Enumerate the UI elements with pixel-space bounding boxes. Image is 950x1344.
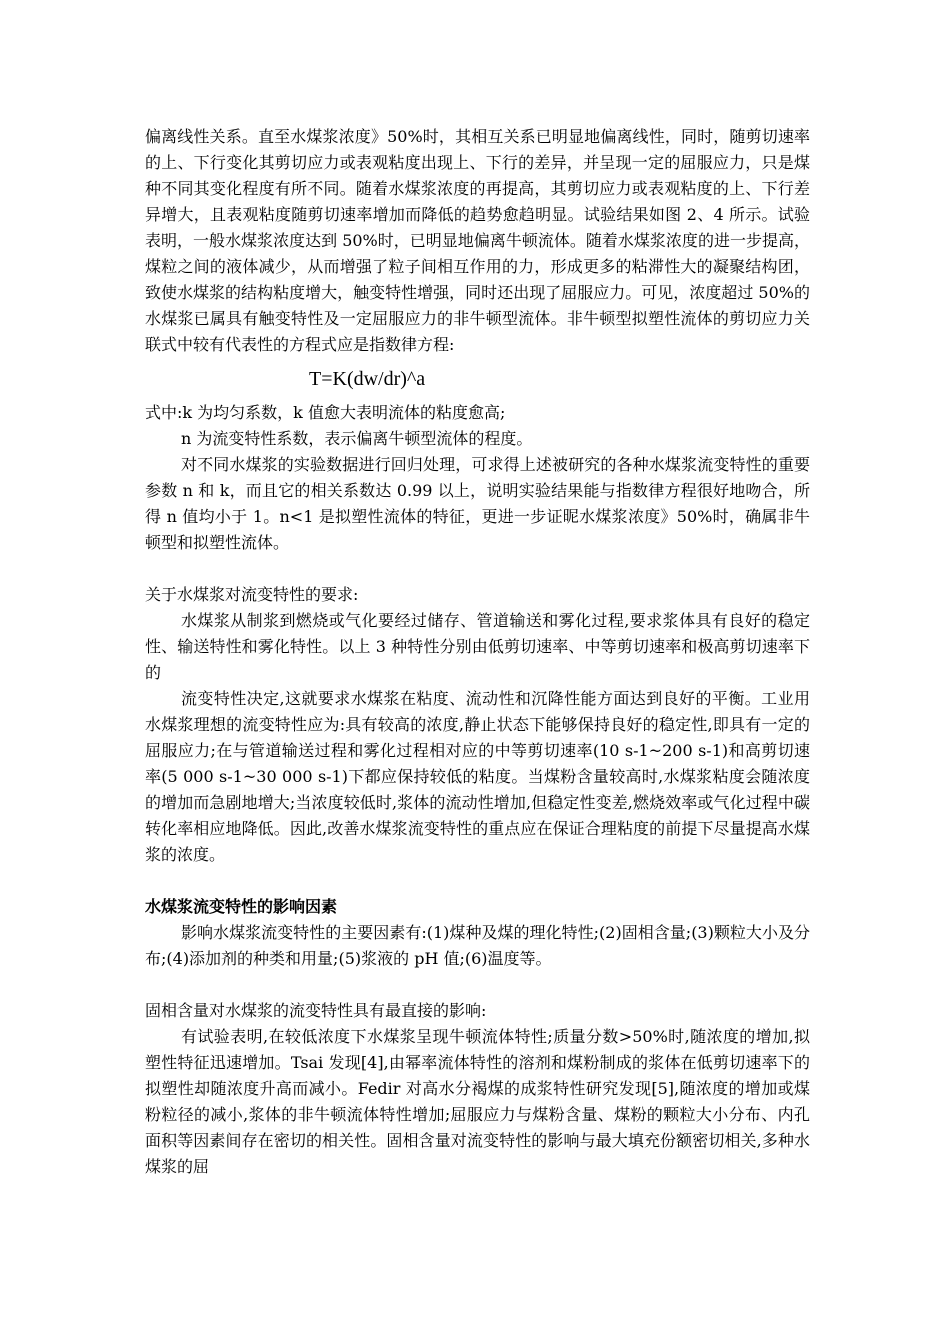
paragraph-slurry-process: 水煤浆从制浆到燃烧或气化要经过储存、管道输送和雾化过程,要求浆体具有良好的稳定性、输送特性和雾化特性。以上 3 种特性分别由低剪切速率、中等剪切速率和极高剪切速率下的 xyxy=(145,611,810,682)
document-page xyxy=(145,124,810,1180)
spacer xyxy=(145,556,810,582)
paragraph-requirements-title: 关于水煤浆对流变特性的要求: xyxy=(145,585,359,604)
spacer xyxy=(145,868,810,894)
paragraph-solid-content-title: 固相含量对水煤浆的流变特性具有最直接的影响: xyxy=(145,1001,487,1020)
section-heading: 水煤浆流变特性的影响因素 xyxy=(145,897,338,916)
paragraph-regression-results: 对不同水煤浆的实验数据进行回归处理，可求得上述被研究的各种水煤浆流变特性的重要参数 n 和 k，而且它的相关系数达 0.99 以上，说明实验结果能与指数律方程很好地吻合，所得 n 值均小于 1。n<1 是拟塑性流体的特征，更进一步证昵水煤浆浓度》50%时，确属非牛顿型和拟塑性流体。 xyxy=(145,455,810,552)
paragraph-solid-content-research: 有试验表明,在较低浓度下水煤浆呈现牛顿流体特性;质量分数>50%时,随浓度的增加,拟塑性特征迅速增加。Tsai 发现[4],由幂率流体特性的溶剂和煤粉制成的浆体在低剪切速率下的拟塑性却随浓度升高而减小。Fedir 对高水分褐煤的成浆特性研究发现[5],随浓度的增加或煤粉粒径的减小,浆体的非牛顿流体特性增加;屈服应力与煤粉含量、煤粉的颗粒大小分布、内孔面积等因素间存在密切的相关性。固相含量对流变特性的影响与最大填充份额密切相关,多种水煤浆的屈 xyxy=(145,1027,810,1176)
paragraph-k-definition: 式中:k 为均匀系数，k 值愈大表明流体的粘度愈高; xyxy=(145,403,506,422)
paragraph-nonlinear-deviation: 偏离线性关系。直至水煤浆浓度》50%时，其相互关系已明显地偏离线性，同时，随剪切速率的上、下行变化其剪切应力或表观粘度出现上、下行的差异，并呈现一定的屈服应力，只是煤种不同其变化程度有所不同。随着水煤浆浓度的再提高，其剪切应力或表观粘度的上、下行差异增大，且表观粘度随剪切速率增加而降低的趋势愈趋明显。试验结果如图 2、4 所示。试验表明，一般水煤浆浓度达到 50%时，已明显地偏离牛顿流体。随着水煤浆浓度的进一步提高，煤粒之间的液体减少，从而增强了粒子间相互作用的力，形成更多的粘滞性大的凝聚结构团，致使水煤浆的结构粘度增大，触变特性增强，同时还出现了屈服应力。可见，浓度超过 50%的水煤浆已属具有触变特性及一定屈服应力的非牛顿型流体。非牛顿型拟塑性流体的剪切应力关联式中较有代表性的方程式应是指数律方程: xyxy=(145,127,810,354)
paragraph-influence-factors: 影响水煤浆流变特性的主要因素有:(1)煤种及煤的理化特性;(2)固相含量;(3)颗粒大小及分布;(4)添加剂的种类和用量;(5)浆液的 pH 值;(6)温度等。 xyxy=(145,923,810,968)
paragraph-n-definition: n 为流变特性系数，表示偏离牛顿型流体的程度。 xyxy=(181,429,533,448)
paragraph-rheology-balance: 流变特性决定,这就要求水煤浆在粘度、流动性和沉降性能方面达到良好的平衡。工业用水煤浆理想的流变特性应为:具有较高的浓度,静止状态下能够保持良好的稳定性,即具有一定的屈服应力;在与管道输送过程和雾化过程相对应的中等剪切速率(10 s-1~200 s-1)和高剪切速率(5 000 s-1~30 000 s-1)下都应保持较低的粘度。当煤粉含量较高时,水煤浆粘度会随浓度的增加而急剧地增大;当浓度较低时,浆体的流动性增加,但稳定性变差,燃烧效率或气化过程中碳转化率相应地降低。因此,改善水煤浆流变特性的重点应在保证合理粘度的前提下尽量提高水煤浆的浓度。 xyxy=(145,689,810,864)
spacer xyxy=(145,972,810,998)
power-law-formula: T=K(dw/dr)^a xyxy=(309,368,426,390)
